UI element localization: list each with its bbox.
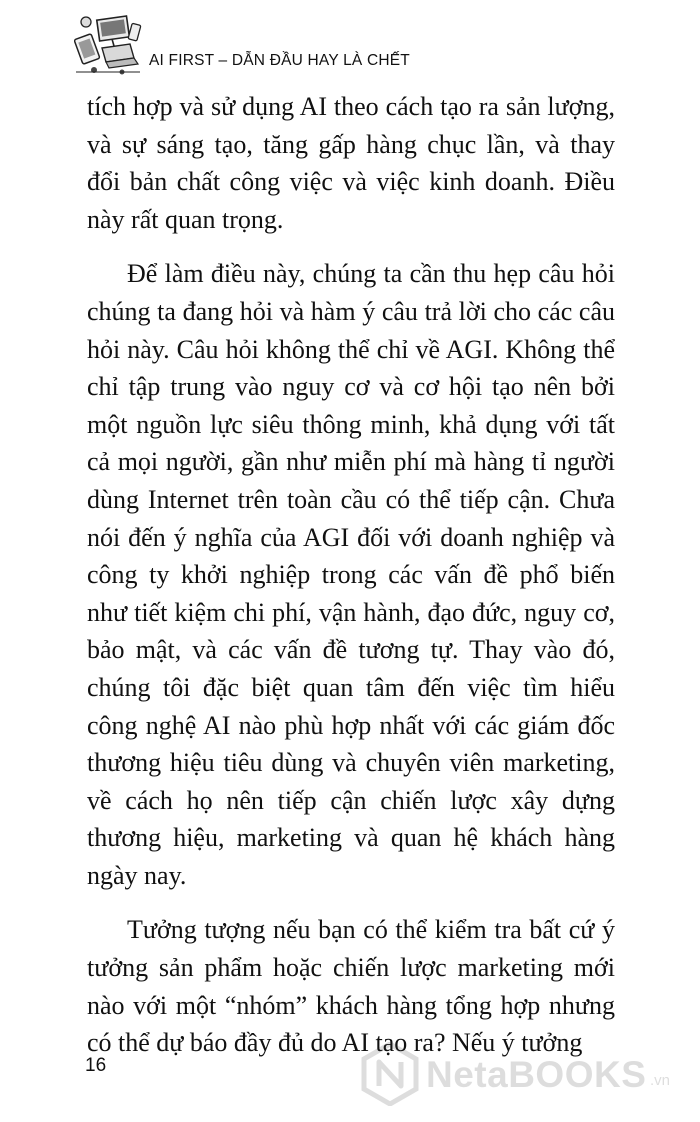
tech-devices-illustration-icon [74, 14, 144, 76]
paragraph-1: tích hợp và sử dụng AI theo cách tạo ra sản lượng, và sự sáng tạo, tăng gấp hàng chục lần, và thay đổi bản chất công việc và việc kinh doanh. Điều này rất quan trọng. [87, 92, 615, 234]
book-title: AI FIRST – DẪN ĐẦU HAY LÀ CHẾT [149, 52, 410, 69]
page-number: 16 [85, 1055, 107, 1076]
page-body [87, 88, 615, 1062]
watermark [360, 1040, 690, 1110]
paragraph-3: Tưởng tượng nếu bạn có thể kiểm tra bất cứ ý tưởng sản phẩm hoặc chiến lược marketing mới nào với một “nhóm” khách hàng tổng hợp nhưng có thể dự báo đầy đủ do AI tạo ra? Nếu ý tưởng [87, 915, 615, 1058]
paragraph-2: Để làm điều này, chúng ta cần thu hẹp câu hỏi chúng ta đang hỏi và hàm ý câu trả lời cho các câu hỏi này. Câu hỏi không thể chỉ về AGI. Không thể chỉ tập trung vào nguy cơ và cơ hội tạo nên bởi một nguồn lực siêu thông minh, khả dụng với tất cả mọi người, gần như miễn phí mà hàng tỉ người dùng Internet trên toàn cầu có thể tiếp cận. Chưa nói đến ý nghĩa của AGI đối với doanh nghiệp và công ty khởi nghiệp trong các vấn đề phổ biến như tiết kiệm chi phí, vận hành, đạo đức, nguy cơ, bảo mật, và các vấn đề tương tự. Thay vào đó, chúng tôi đặc biệt quan tâm đến việc tìm hiểu công nghệ AI nào phù hợp nhất với các giám đốc thương hiệu tiêu dùng và chuyên viên marketing, về cách họ nên tiếp cận chiến lược xây dựng thương hiệu, marketing và quan hệ khách hàng ngày nay. [87, 259, 615, 890]
running-header [74, 14, 634, 84]
watermark-brand: NetaBOOKS [426, 1054, 647, 1095]
watermark-suffix: .vn [650, 1072, 671, 1089]
netabooks-logo-icon [360, 1042, 420, 1106]
